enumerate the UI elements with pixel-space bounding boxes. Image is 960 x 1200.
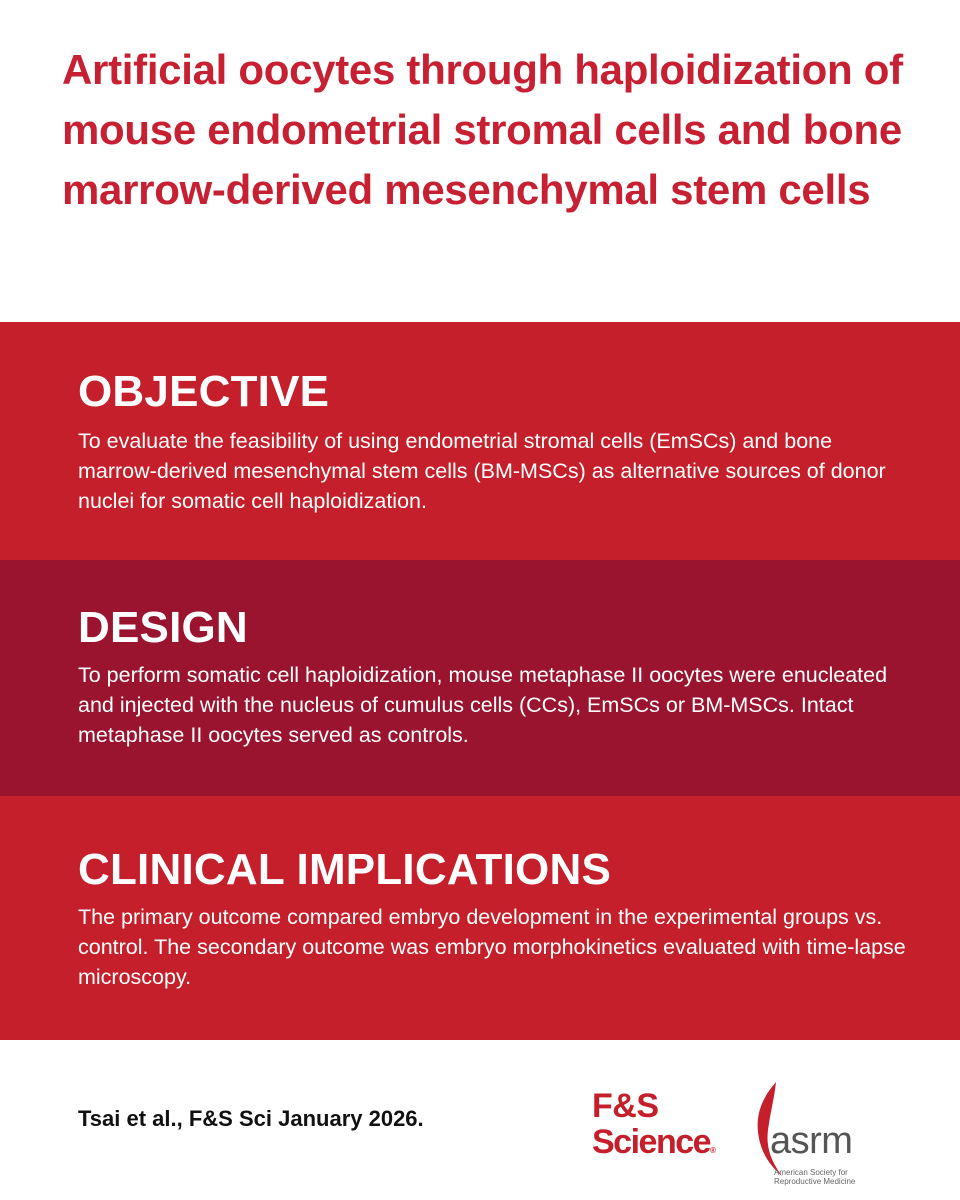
asrm-tagline-line2: Reproductive Medicine <box>774 1177 856 1186</box>
clinical-implications-heading: CLINICAL IMPLICATIONS <box>78 845 611 894</box>
objective-text: To evaluate the feasibility of using endometrial stromal cells (EmSCs) and bone marrow-derived mesenchymal stem cells (BM-MSCs) as alternative sources of donor nuclei for somatic cell haploidization. <box>78 429 886 513</box>
fs-logo-line2 <box>592 1124 732 1169</box>
footer <box>0 1040 960 1200</box>
asrm-wordmark: asrm <box>770 1120 853 1162</box>
fs-logo-science-text: Science <box>592 1123 711 1161</box>
page-title: Artificial oocytes through haploidization of mouse endometrial stromal cells and bone marrow-derived mesenchymal stem cells <box>62 46 903 213</box>
asrm-logo <box>752 1080 902 1190</box>
clinical-implications-text: The primary outcome compared embryo development in the experimental groups vs. control. The secondary outcome was embryo morphokinetics evaluated with time-lapse microscopy. <box>78 905 906 989</box>
clinical-implications-section <box>0 796 960 1040</box>
objective-section <box>0 322 960 560</box>
registered-mark: ® <box>710 1146 716 1155</box>
fs-science-logo <box>592 1088 732 1169</box>
citation: Tsai et al., F&S Sci January 2026. <box>78 1106 424 1131</box>
design-text: To perform somatic cell haploidization, mouse metaphase II oocytes were enucleated and injected with the nucleus of cumulus cells (CCs), EmSCs or BM-MSCs. Intact metaphase II oocytes served as controls. <box>78 663 888 747</box>
asrm-tagline <box>774 1168 855 1186</box>
asrm-tagline-line1: American Society for <box>774 1168 848 1177</box>
design-heading: DESIGN <box>78 603 248 652</box>
fs-logo-line1: F&S <box>592 1087 659 1125</box>
design-section <box>0 560 960 796</box>
title-area <box>0 0 960 322</box>
objective-heading: OBJECTIVE <box>78 367 330 416</box>
